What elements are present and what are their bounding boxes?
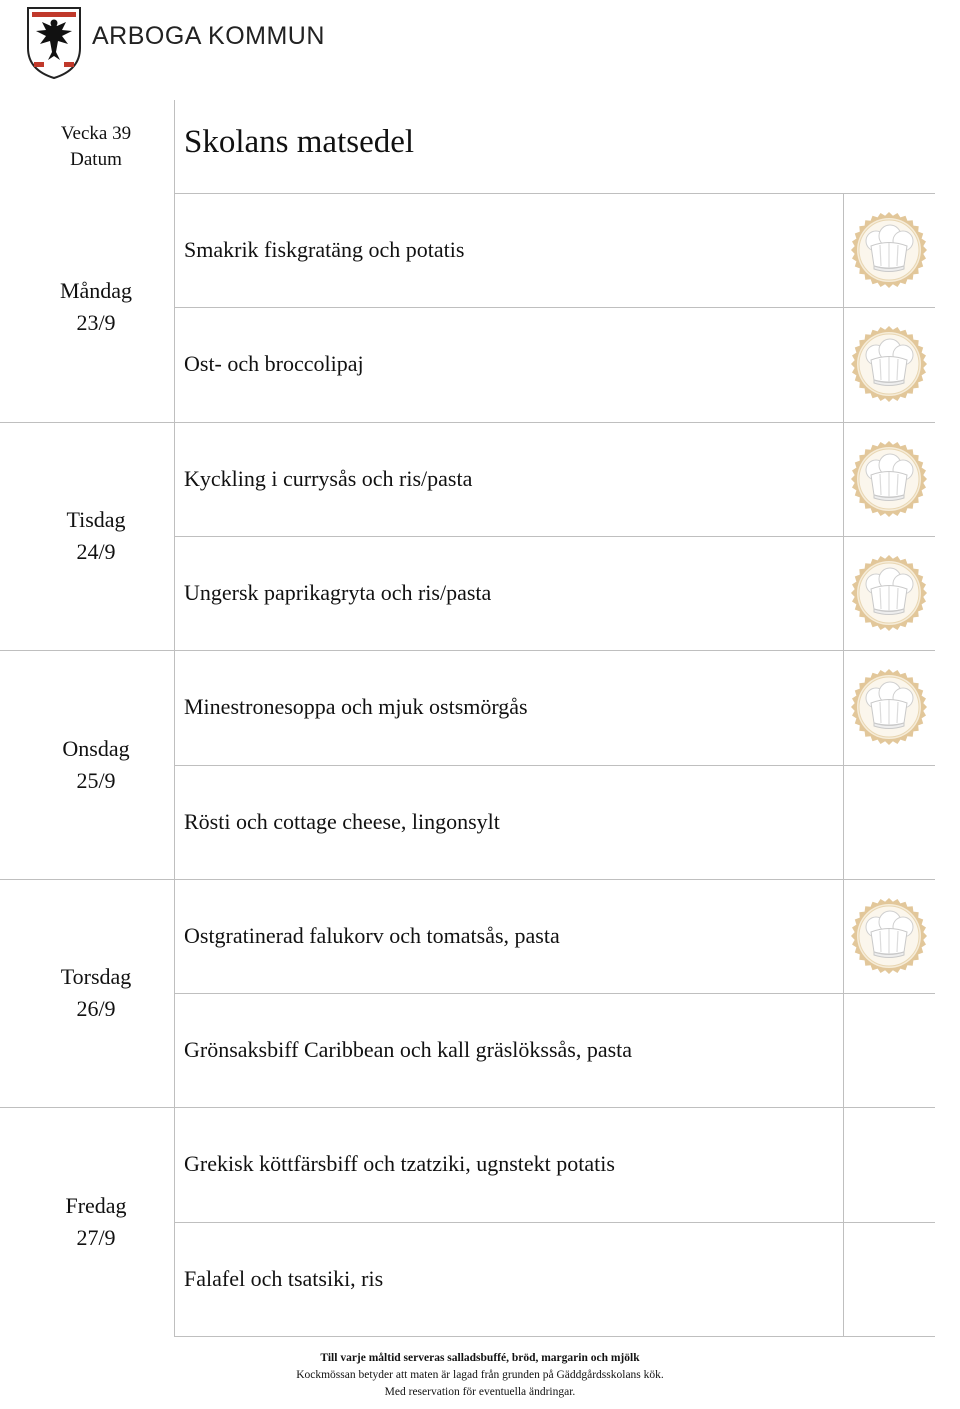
dish-text: Grönsaksbiff Caribbean och kall gräslökssås, pasta (184, 1037, 633, 1063)
row-divider (0, 1107, 935, 1108)
day-label (30, 733, 162, 797)
day-name: Fredag (65, 1192, 127, 1218)
chef-hat-icon (850, 325, 928, 403)
dish-divider (174, 307, 935, 308)
logo (24, 2, 325, 82)
row-divider (0, 650, 935, 651)
footer-line-3: Med reservation för eventuella ändringar. (384, 1386, 576, 1398)
dish-text: Ostgratinerad falukorv och tomatsås, pasta (184, 922, 560, 948)
day-name: Torsdag (60, 964, 132, 990)
footer (160, 1350, 800, 1401)
day-date: 26/9 (76, 996, 116, 1022)
chef-hat-icon (850, 440, 928, 518)
day-name: Tisdag (66, 506, 126, 532)
day-name: Onsdag (62, 735, 130, 761)
header-divider (174, 193, 935, 194)
coat-of-arms-icon (26, 4, 82, 80)
dish-text: Kyckling i currysås och ris/pasta (184, 465, 473, 491)
week-label: Vecka 39 (60, 123, 132, 144)
dish-text: Ungersk paprikagryta och ris/pasta (184, 579, 492, 605)
dish-text: Falafel och tsatsiki, ris (184, 1265, 384, 1291)
row-divider (0, 422, 935, 423)
dish-text: Grekisk köttfärsbiff och tzatziki, ugnstekt potatis (184, 1151, 615, 1177)
day-date: 23/9 (76, 310, 116, 336)
logo-text: ARBOGA KOMMUN (92, 22, 325, 50)
day-label (30, 961, 162, 1025)
footer-line-2: Kockmössan betyder att maten är lagad från grunden på Gäddgårdsskolans kök. (296, 1369, 664, 1381)
day-label (30, 504, 162, 568)
day-name: Måndag (59, 278, 133, 304)
dish-divider (174, 536, 935, 537)
chef-hat-icon (850, 554, 928, 632)
dish-divider (174, 993, 935, 994)
dish-divider (174, 1222, 935, 1223)
day-date: 24/9 (76, 538, 116, 564)
day-date: 27/9 (76, 1224, 116, 1250)
dish-divider (174, 765, 935, 766)
row-divider (174, 1336, 935, 1337)
dish-text: Ost- och broccolipaj (184, 351, 364, 377)
day-date: 25/9 (76, 767, 116, 793)
footer-line-1: Till varje måltid serveras salladsbuffé, bröd, margarin och mjölk (320, 1352, 640, 1364)
day-label (30, 275, 162, 339)
page-title: Skolans matsedel (184, 124, 415, 160)
dish-text: Minestronesoppa och mjuk ostsmörgås (184, 694, 528, 720)
chef-hat-icon (850, 668, 928, 746)
row-divider (0, 879, 935, 880)
date-label: Datum (70, 149, 122, 170)
day-label (30, 1190, 162, 1254)
dish-text: Smakrik fiskgratäng och potatis (184, 237, 465, 262)
dish-text: Rösti och cottage cheese, lingonsylt (184, 808, 500, 834)
chef-hat-icon (850, 211, 928, 289)
column-divider (174, 100, 175, 1336)
chef-hat-icon (850, 897, 928, 975)
